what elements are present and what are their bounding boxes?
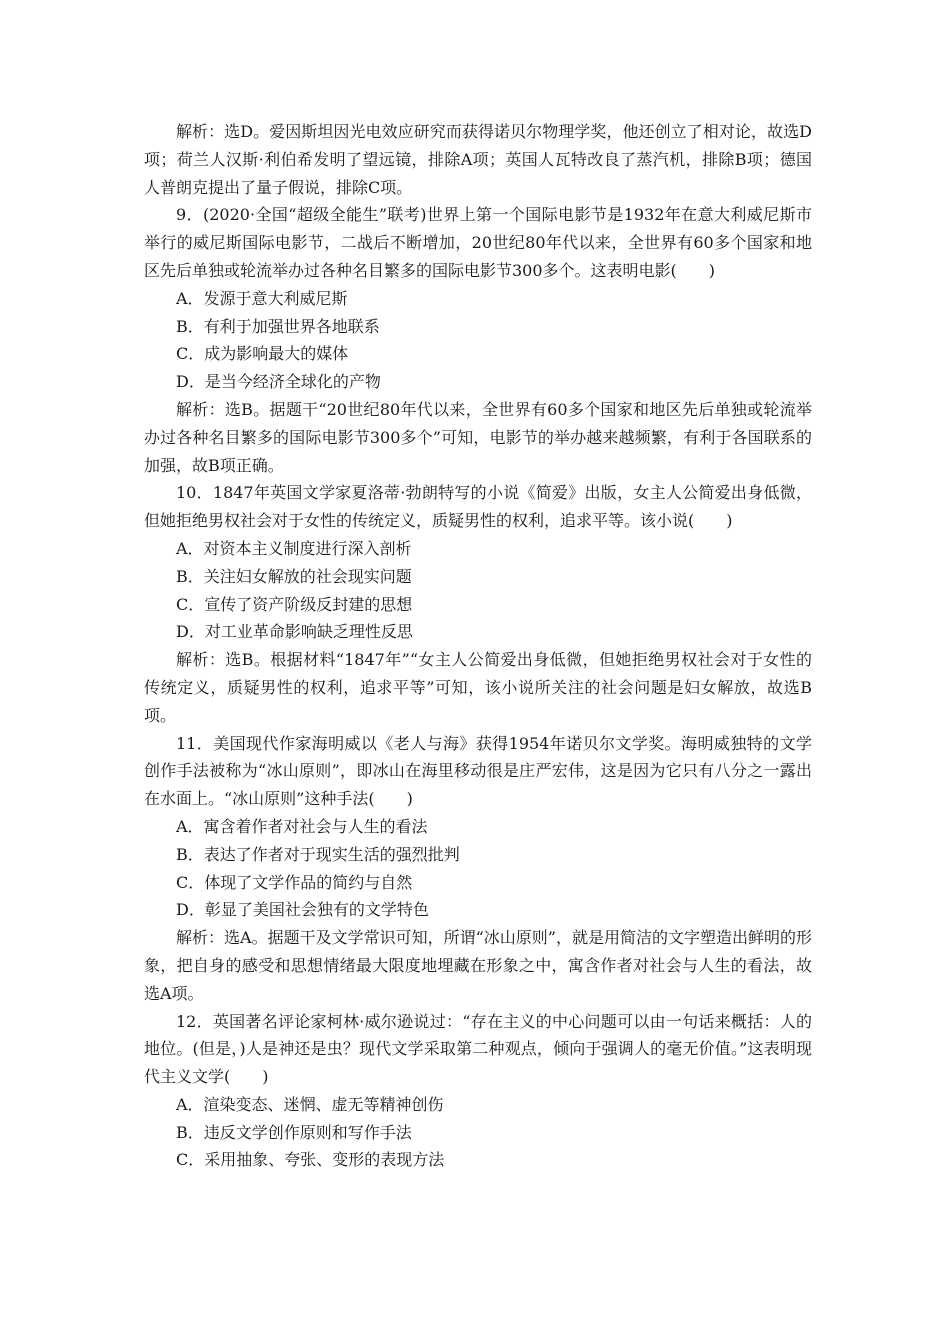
- question-12-stem: 12．英国著名评论家柯林·威尔逊说过：“存在主义的中心问题可以由一句话来概括：人的地位。(但是，)人是神还是虫？现代文学采取第二种观点，倾向于强调人的毫无价值。”这表明现代主义文学( ): [144, 1011, 812, 1087]
- question-11-option-b: B．表达了作者对于现实生活的强烈批判: [176, 844, 460, 864]
- question-10-option-d: D．对工业革命影响缺乏理性反思: [176, 622, 413, 642]
- question-9-option-a: A．发源于意大利威尼斯: [176, 288, 348, 308]
- answer-analysis-8: 解析：选D。爱因斯坦因光电效应研究而获得诺贝尔物理学奖，他还创立了相对论，故选D项；荷兰人汉斯·利伯希发明了望远镜，排除A项；英国人瓦特改良了蒸汽机，排除B项；德国人普朗克提出了量子假说，排除C项。: [144, 122, 812, 197]
- question-9-option-d: D．是当今经济全球化的产物: [176, 372, 381, 392]
- question-10-option-c: C．宣传了资产阶级反封建的思想: [176, 594, 413, 614]
- question-9-stem: 9．(2020·全国“超级全能生”联考)世界上第一个国际电影节是1932年在意大利威尼斯市举行的威尼斯国际电影节，二战后不断增加，20世纪80年代以来，全世界有60多个国家和地区先后单独或轮流举办过各种名目繁多的国际电影节300多个。这表明电影( ): [144, 205, 812, 280]
- question-9-option-b: B．有利于加强世界各地联系: [176, 316, 380, 336]
- question-11-stem: 11．美国现代作家海明威以《老人与海》获得1954年诺贝尔文学奖。海明威独特的文学创作手法被称为“冰山原则”，即冰山在海里移动很是庄严宏伟，这是因为它只有八分之一露出在水面上。“冰山原则”这种手法( ): [144, 733, 812, 809]
- question-11-option-d: D．彰显了美国社会独有的文学特色: [176, 900, 429, 920]
- question-9-option-c: C．成为影响最大的媒体: [176, 344, 349, 364]
- question-12-option-c: C．采用抽象、夸张、变形的表现方法: [176, 1150, 445, 1170]
- question-10-stem: 10．1847年英国文学家夏洛蒂·勃朗特写的小说《简爱》出版，女主人公简爱出身低微，但她拒绝男权社会对于女性的传统定义，质疑男性的权利，追求平等。该小说( ): [144, 483, 812, 531]
- question-10-option-a: A．对资本主义制度进行深入剖析: [176, 538, 412, 558]
- question-12-option-b: B．违反文学创作原则和写作手法: [176, 1122, 412, 1142]
- question-12-option-a: A．渲染变态、迷惘、虚无等精神创伤: [176, 1094, 444, 1114]
- question-10-option-b: B．关注妇女解放的社会现实问题: [176, 566, 412, 586]
- question-11-option-c: C．体现了文学作品的简约与自然: [176, 872, 413, 892]
- document-body: [144, 118, 812, 1174]
- answer-analysis-11: 解析：选A。据题干及文学常识可知，所谓“冰山原则”，就是用简洁的文字塑造出鲜明的形象，把自身的感受和思想情绪最大限度地埋藏在形象之中，寓含作者对社会与人生的看法，故选A项。: [144, 928, 812, 1003]
- question-11-option-a: A．寓含着作者对社会与人生的看法: [176, 816, 428, 836]
- answer-analysis-9: 解析：选B。据题干“20世纪80年代以来，全世界有60多个国家和地区先后单独或轮流举办过各种名目繁多的国际电影节300多个”可知，电影节的举办越来越频繁，有利于各国联系的加强，故B项正确。: [144, 399, 812, 475]
- answer-analysis-10: 解析：选B。根据材料“1847年”“女主人公简爱出身低微，但她拒绝男权社会对于女性的传统定义，质疑男性的权利，追求平等”可知，该小说所关注的社会问题是妇女解放，故选B项。: [144, 650, 812, 725]
